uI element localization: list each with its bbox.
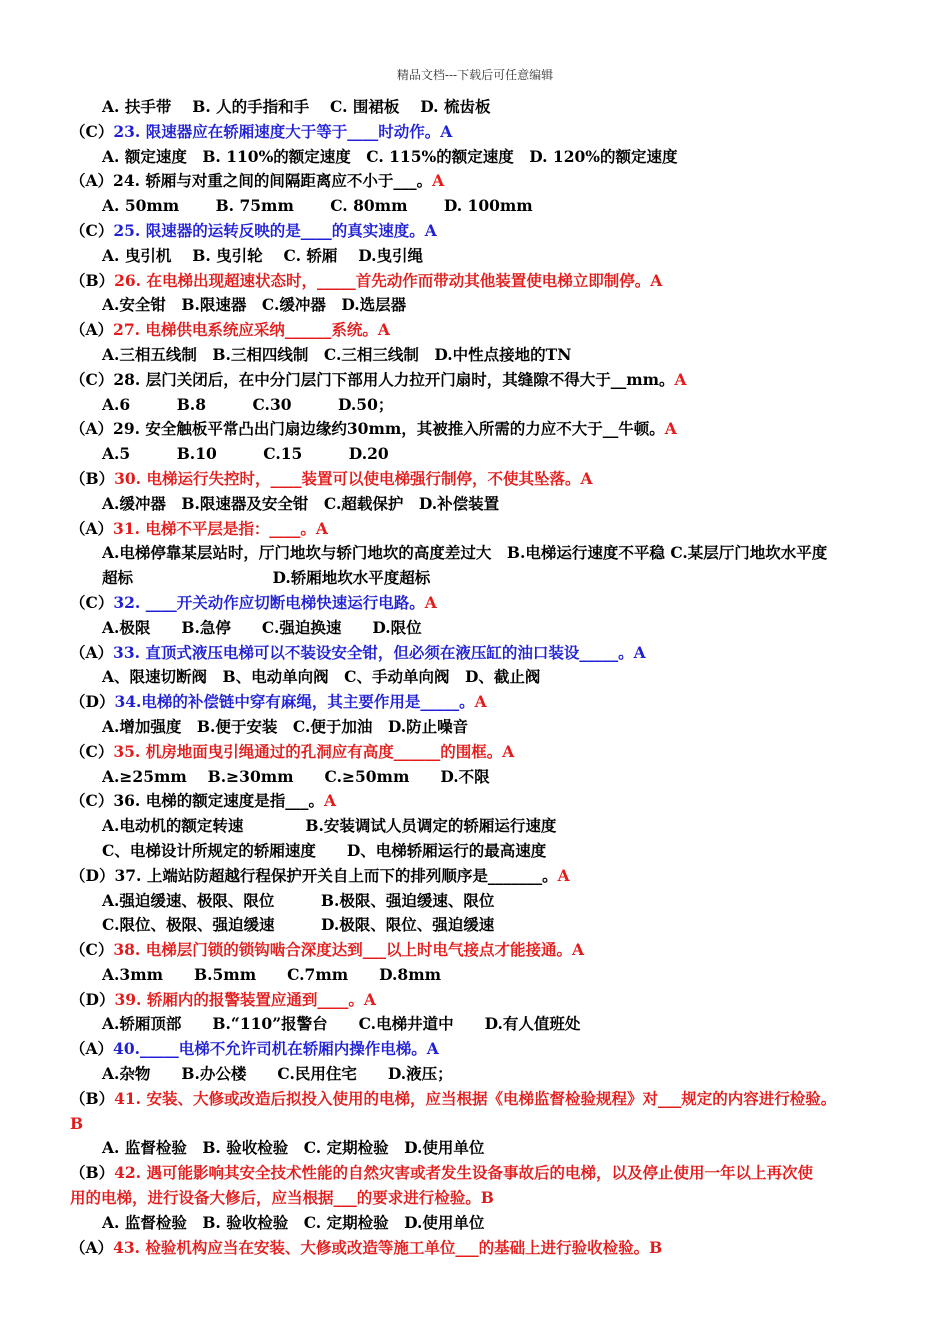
options-text: C、电梯设计所规定的轿厢速度 D、电梯轿厢运行的最高速度 — [102, 840, 547, 860]
question-text: 28. 层门关闭后，在中分门层门下部用人力拉开门扇时，其缝隙不得大于__mm。 — [113, 369, 675, 389]
question-line — [70, 219, 900, 244]
answer-options — [70, 616, 900, 641]
answer-mark: A — [557, 865, 570, 885]
answer-options — [70, 343, 900, 368]
question-text: 31. 电梯不平层是指：____。 — [113, 518, 316, 538]
page-header: 精品文档---下载后可任意编辑 — [396, 68, 554, 82]
options-text: A. 曳引机 B. 曳引轮 C. 轿厢 D.曳引绳 — [102, 245, 424, 265]
question-text: 42. 遇可能影响其安全技术性能的自然灾害或者发生设备事故后的电梯，以及停止使用一年以上再次使 — [114, 1163, 813, 1183]
question-line — [70, 1087, 900, 1112]
question-line — [70, 120, 900, 145]
question-text: 32. ____开关动作应切断电梯快速运行电路。 — [113, 592, 425, 612]
answer-mark: A — [633, 642, 646, 662]
question-answer-key: （B） — [70, 468, 115, 488]
question-line — [70, 641, 900, 666]
question-text: 35. 机房地面曳引绳通过的孔洞应有高度______的围框。 — [113, 741, 503, 761]
answer-options — [70, 1012, 900, 1037]
options-text: A.电动机的额定转速 B.安装调试人员调定的轿厢运行速度 — [102, 816, 557, 836]
question-line — [70, 690, 900, 715]
question-text: 用的电梯，进行设备大修后，应当根据___的要求进行检验。B — [70, 1188, 494, 1208]
question-line — [70, 1236, 900, 1261]
question-line — [70, 269, 900, 294]
question-line — [70, 1161, 900, 1186]
question-line — [70, 517, 900, 542]
answer-options — [70, 665, 900, 690]
options-text: A.极限 B.急停 C.强迫换速 D.限位 — [102, 617, 422, 637]
question-text: 43. 检验机构应当在安装、大修或改造等施工单位___的基础上进行验收检验。B — [113, 1237, 663, 1257]
answer-mark: A — [502, 741, 515, 761]
answer-options — [70, 765, 900, 790]
answer-mark: A — [474, 692, 487, 712]
question-answer-key: （C） — [70, 940, 114, 960]
question-text: 25. 限速器的运转反映的是____的真实速度。 — [113, 220, 425, 240]
answer-mark: A — [674, 369, 687, 389]
question-line — [70, 988, 900, 1013]
answer-mark: A — [650, 270, 663, 290]
question-answer-key: （A） — [70, 320, 114, 340]
question-answer-key: （C） — [70, 121, 114, 141]
question-list — [70, 95, 900, 1260]
options-text: A.杂物 B.办公楼 C.民用住宅 D.液压； — [102, 1064, 453, 1084]
options-text: A.增加强度 B.便于安装 C.便于加油 D.防止噪音 — [102, 716, 469, 736]
question-answer-key: （A） — [70, 171, 114, 191]
question-text: 29. 安全触板平常凸出门扇边缘约30mm，其被推入所需的力应不大于__牛顿。 — [113, 419, 665, 439]
answer-options — [70, 95, 900, 120]
question-answer-key: （C） — [70, 220, 114, 240]
question-text: 34.电梯的补偿链中穿有麻绳，其主要作用是_____。 — [114, 692, 475, 712]
answer-options — [70, 293, 900, 318]
question-answer-key: （B） — [70, 270, 115, 290]
question-text: 33. 直顶式液压电梯可以不装设安全钳，但必须在液压缸的油口装设_____。 — [113, 642, 634, 662]
question-answer-key: （A） — [70, 1237, 114, 1257]
question-text: 38. 电梯层门锁的锁钩啮合深度达到___以上时电气接点才能接通。 — [113, 940, 572, 960]
options-text: A.5 B.10 C.15 D.20 — [102, 444, 389, 464]
question-line — [70, 789, 900, 814]
question-answer-key: （A） — [70, 518, 114, 538]
answer-options — [70, 839, 900, 864]
options-text: A. 监督检验 B. 验收检验 C. 定期检验 D.使用单位 — [102, 1138, 485, 1158]
question-answer-key: （B） — [70, 1163, 115, 1183]
question-text: 40._____电梯不允许司机在轿厢内操作电梯。 — [113, 1039, 427, 1059]
answer-options — [70, 889, 900, 914]
options-text: A.安全钳 B.限速器 C.缓冲器 D.选层器 — [102, 295, 407, 315]
question-answer-key: （C） — [70, 592, 114, 612]
options-text: A. 50mm B. 75mm C. 80mm D. 100mm — [102, 196, 533, 216]
answer-mark: A — [363, 989, 376, 1009]
question-text: 30. 电梯运行失控时，____装置可以使电梯强行制停，不使其坠落。 — [114, 468, 581, 488]
question-line — [70, 318, 900, 343]
question-line — [70, 1112, 900, 1137]
answer-options — [70, 145, 900, 170]
question-answer-key: （A） — [70, 419, 114, 439]
answer-options — [70, 913, 900, 938]
question-answer-key: （A） — [70, 642, 114, 662]
answer-options — [70, 541, 900, 566]
options-text: A. 监督检验 B. 验收检验 C. 定期检验 D.使用单位 — [102, 1212, 485, 1232]
answer-options — [70, 566, 900, 591]
question-answer-key: （C） — [70, 369, 114, 389]
options-text: A.6 B.8 C.30 D.50； — [102, 394, 394, 414]
options-text: A. 额定速度 B. 110%的额定速度 C. 115%的额定速度 D. 120%的额定速度 — [102, 146, 678, 166]
answer-mark: A — [315, 518, 328, 538]
question-text: 27. 电梯供电系统应采纳______系统。 — [113, 320, 378, 340]
answer-mark: A — [440, 121, 453, 141]
answer-mark: A — [664, 419, 677, 439]
question-line — [70, 938, 900, 963]
answer-mark: A — [323, 791, 336, 811]
answer-mark: A — [580, 468, 593, 488]
question-line — [70, 1037, 900, 1062]
answer-mark: A — [571, 940, 584, 960]
question-line — [70, 467, 900, 492]
options-text: A、限速切断阀 B、电动单向阀 C、手动单向阀 D、截止阀 — [102, 667, 541, 687]
answer-mark: A — [377, 320, 390, 340]
answer-options — [70, 814, 900, 839]
question-text: 36. 电梯的额定速度是指___。 — [113, 791, 324, 811]
options-text: A.3mm B.5mm C.7mm D.8mm — [102, 964, 442, 984]
answer-options — [70, 715, 900, 740]
question-line — [70, 169, 900, 194]
question-answer-key: （D） — [70, 692, 115, 712]
question-line — [70, 368, 900, 393]
question-answer-key: （A） — [70, 1039, 114, 1059]
answer-mark: A — [426, 1039, 439, 1059]
question-line — [70, 740, 900, 765]
answer-options — [70, 194, 900, 219]
options-text: A.三相五线制 B.三相四线制 C.三相三线制 D.中性点接地的TN — [102, 344, 572, 364]
question-text: 23. 限速器应在轿厢速度大于等于____时动作。 — [113, 121, 441, 141]
question-line — [70, 417, 900, 442]
answer-mark: A — [424, 220, 437, 240]
question-line — [70, 1186, 900, 1211]
question-line — [70, 864, 900, 889]
question-text: 41. 安装、大修或改造后拟投入使用的电梯，应当根据《电梯监督检验规程》对___规定的内容进行检验。 — [114, 1088, 837, 1108]
options-text: A.轿厢顶部 B.“110”报警台 C.电梯井道中 D.有人值班处 — [102, 1014, 581, 1034]
options-text: A. 扶手带 B. 人的手指和手 C. 围裙板 D. 梳齿板 — [102, 97, 491, 116]
question-text: B — [70, 1113, 84, 1133]
question-text: 24. 轿厢与对重之间的间隔距离应不小于___。 — [113, 171, 433, 191]
question-line — [70, 591, 900, 616]
answer-options — [70, 1062, 900, 1087]
options-text: C.限位、极限、强迫缓速 D.极限、限位、强迫缓速 — [102, 915, 495, 935]
options-text: 超标 D.轿厢地坎水平度超标 — [102, 568, 431, 588]
answer-mark: A — [424, 592, 437, 612]
question-answer-key: （C） — [70, 741, 114, 761]
options-text: A.≥25mm B.≥30mm C.≥50mm D.不限 — [102, 766, 490, 786]
answer-options — [70, 1211, 900, 1236]
answer-options — [70, 492, 900, 517]
question-answer-key: （D） — [70, 865, 115, 885]
question-text: 37. 上端站防超越行程保护开关自上而下的排列顺序是_______。 — [114, 865, 558, 885]
answer-options — [70, 963, 900, 988]
question-text: 39. 轿厢内的报警装置应通到____。 — [114, 989, 364, 1009]
answer-options — [70, 1136, 900, 1161]
question-text: 26. 在电梯出现超速状态时，_____首先动作而带动其他装置使电梯立即制停。 — [114, 270, 651, 290]
options-text: A.缓冲器 B.限速器及安全钳 C.超载保护 D.补偿装置 — [102, 493, 500, 513]
answer-mark: A — [432, 171, 445, 191]
answer-options — [70, 244, 900, 269]
options-text: A.强迫缓速、极限、限位 B.极限、强迫缓速、限位 — [102, 890, 495, 910]
question-answer-key: （D） — [70, 989, 115, 1009]
options-text: A.电梯停靠某层站时，厅门地坎与轿门地坎的高度差过大 B.电梯运行速度不平稳 C.某层厅门地坎水平度 — [102, 543, 828, 563]
answer-options — [70, 393, 900, 418]
question-answer-key: （C） — [70, 791, 114, 811]
question-answer-key: （B） — [70, 1088, 115, 1108]
answer-options — [70, 442, 900, 467]
